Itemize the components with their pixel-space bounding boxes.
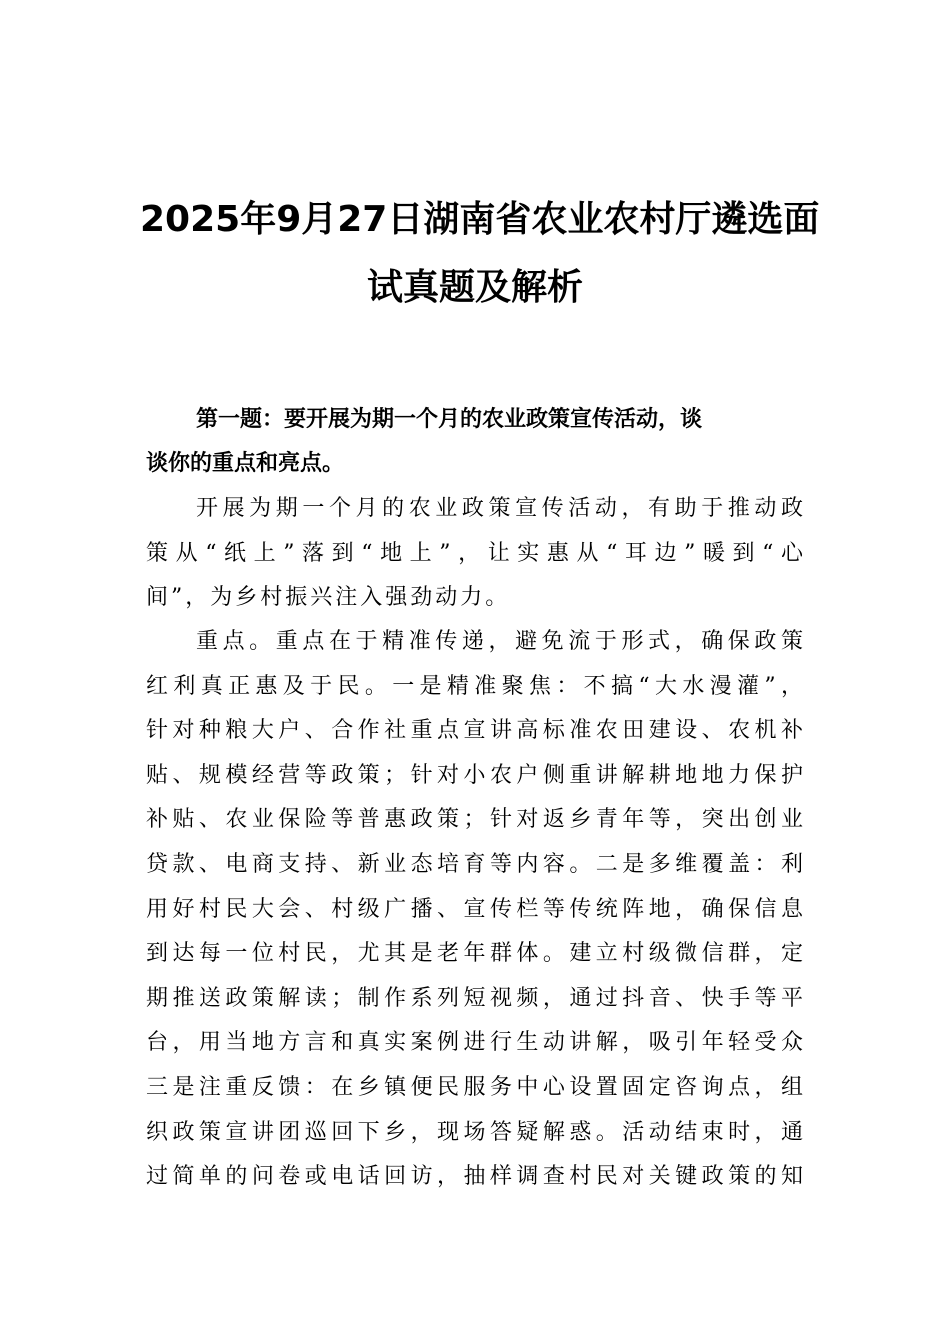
paragraph-line: 过简单的问卷或电话回访，抽样调查村民对关键政策的知 xyxy=(146,1164,806,1190)
paragraph-line: 补贴、农业保险等普惠政策；针对返乡青年等，突出创业 xyxy=(146,807,806,833)
title-line: 2025年9月27日湖南省农业农村厅遴选面 xyxy=(140,199,820,240)
paragraph-line: 三是注重反馈：在乡镇便民服务中心设置固定咨询点，组 xyxy=(146,1074,806,1100)
paragraph-line: 贷款、电商支持、新业态培育等内容。二是多维覆盖：利 xyxy=(146,851,806,877)
title-line: 试真题及解析 xyxy=(366,267,583,308)
question-line: 第一题：要开展为期一个月的农业政策宣传活动，谈 xyxy=(196,407,703,432)
paragraph-line: 策从“纸上”落到“地上”，让实惠从“耳边”暖到“心 xyxy=(146,540,806,566)
paragraph-line: 间”，为乡村振兴注入强劲动力。 xyxy=(146,585,511,611)
paragraph-line: 织政策宣讲团巡回下乡，现场答疑解惑。活动结束时，通 xyxy=(146,1119,806,1145)
paragraph-line: 用好村民大会、村级广播、宣传栏等传统阵地，确保信息 xyxy=(146,896,806,922)
paragraph-line: 针对种粮大户、合作社重点宣讲高标准农田建设、农机补 xyxy=(146,718,806,744)
key-points-paragraph xyxy=(146,620,806,1200)
paragraph-line: 开展为期一个月的农业政策宣传活动，有助于推动政 xyxy=(196,496,806,521)
question-line: 谈你的重点和亮点。 xyxy=(146,451,345,476)
paragraph-line: 红利真正惠及于民。一是精准聚焦：不搞“大水漫灌”， xyxy=(146,673,806,699)
answer-intro-paragraph xyxy=(146,487,806,621)
paragraph-line: 重点。重点在于精准传递，避免流于形式，确保政策 xyxy=(196,629,806,654)
document-title xyxy=(140,186,820,322)
question-heading xyxy=(146,398,806,486)
paragraph-line: 贴、规模经营等政策；针对小农户侧重讲解耕地地力保护 xyxy=(146,762,806,788)
paragraph-line: 期推送政策解读；制作系列短视频，通过抖音、快手等平 xyxy=(146,985,806,1011)
paragraph-line: 台，用当地方言和真实案例进行生动讲解，吸引年轻受众 xyxy=(146,1030,806,1056)
paragraph-line: 到达每一位村民，尤其是老年群体。建立村级微信群，定 xyxy=(146,941,806,967)
